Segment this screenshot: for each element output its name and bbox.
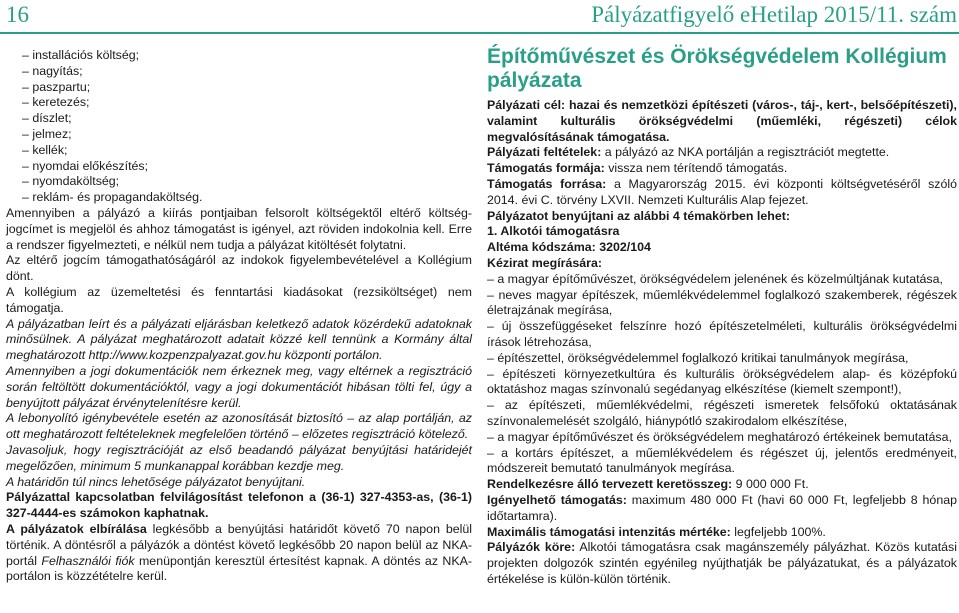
paragraph-public-data: A pályázatban leírt és a pályázati eljárásban keletkező adatok közérdekű adatoknak minősülnek. A pályázat meghatározott adatait közzé kell tennünk a Kormány által meghatározott http://www.kozpenzpalyazat.gov.hu központi portálon. bbox=[6, 316, 472, 363]
list-item: – jelmez; bbox=[22, 126, 72, 141]
list-item: – reklám- és propagandaköltség. bbox=[22, 190, 203, 205]
list-item: – a magyar építőművészet, örökségvédelem jelenének és közelmúltjának kutatása, bbox=[487, 271, 943, 286]
paragraph-kollegium-decision: Az eltérő jogcím támogathatóságáról az indokok figyelembevételével a Kollégium dönt. bbox=[6, 253, 472, 284]
paragraph-support-source bbox=[487, 177, 957, 209]
list-item: – neves magyar építészek, műemlékvédelemmel foglalkozó szakemberek, régészek életrajzának megírása, bbox=[487, 287, 957, 318]
paragraph-evaluation bbox=[6, 522, 472, 585]
user-account-label: Felhasználói fiók bbox=[41, 553, 135, 568]
list-item: – nagyítás; bbox=[22, 63, 83, 78]
paragraph-conditions bbox=[487, 145, 957, 161]
support-source-text: a Magyarország 2015. évi központi költségvetéséről szóló 2014. évi C. törvény LXVII. Nemzeti Kulturális Alap fejezet. bbox=[487, 176, 958, 207]
goal-label: Pályázati cél: bbox=[487, 98, 566, 112]
list-item: – nyomdai előkészítés; bbox=[22, 158, 149, 173]
paragraph-max-support bbox=[487, 493, 957, 525]
support-form-text: vissza nem térítendő támogatás. bbox=[604, 161, 788, 176]
page-header bbox=[0, 0, 959, 30]
list-item: – paszpartu; bbox=[22, 79, 91, 94]
paragraph-phone-info: Pályázattal kapcsolatban felvilágosítást telefonon a (36-1) 327-4353-as, (36-1) 327-4444-es számokon kaphatnak. bbox=[6, 490, 472, 521]
list-item: – keretezés; bbox=[22, 95, 90, 110]
list-item: – díszlet; bbox=[22, 111, 72, 126]
subtopic-code: Altéma kódszáma: 3202/104 bbox=[487, 240, 651, 255]
applicants-label: Pályázók köre: bbox=[487, 540, 576, 555]
max-support-label: Igényelhető támogatás: bbox=[487, 492, 627, 507]
paragraph-legal-documents: Amennyiben a jogi dokumentációk nem érkeznek meg, vagy eltérnek a regisztráció során feltöltött dokumentációktól, vagy a jogi dokumentációt hibásan tölti fel, úgy a benyújtott pályázat érvénytelenítésre kerül. bbox=[6, 363, 472, 410]
right-column bbox=[487, 45, 958, 588]
page-number: 16 bbox=[6, 2, 29, 27]
budget-text: 9 000 000 Ft. bbox=[732, 477, 809, 492]
article-title: Építőművészet és Örökségvédelem Kollégium pályázata bbox=[487, 45, 947, 92]
evaluation-end: menüpontján keresztül értesítést kapnak. A döntés az NKA-portálon is közzétételre kerül. bbox=[6, 553, 472, 584]
support-form-label: Támogatás formája: bbox=[487, 161, 605, 176]
paragraph-support-form bbox=[487, 161, 957, 177]
paragraph-operating-costs: A kollégium az üzemeltetési és fenntartási kiadásokat (rezsiköltséget) nem támogatja. bbox=[6, 284, 472, 315]
goal-text: hazai és nemzetközi építészeti (város-, táj-, kert-, belsőépítészeti), valamint kulturális örökségvédelmi (műemléki, régészeti) célok megvalósításának támogatása. bbox=[487, 98, 957, 144]
support-source-label: Támogatás forrása: bbox=[487, 176, 607, 191]
evaluation-label: A pályázatok elbírálása bbox=[6, 521, 147, 536]
evaluation-text: legkésőbb a benyújtási határidőt követő 70 napon belül történik. A döntésről a pályázók a döntést követő legkésőbb 20 napon belül az NKA-portál bbox=[6, 521, 473, 568]
list-item: – a magyar építőművészet és örökségvédelem meghatározó értékeinek bemutatása, bbox=[487, 429, 952, 444]
paragraph-budget bbox=[487, 477, 957, 493]
paragraph-goal bbox=[487, 98, 957, 145]
list-item: – installációs költség; bbox=[22, 48, 140, 62]
applicants-text: Alkotói támogatásra csak magánszemély pályázhat. Közös kutatási projekten dolgozók szintén egyénileg nyújthatják be pályázatukat, és a pályázatok értékelése is külön-külön történik. bbox=[487, 540, 958, 586]
header-rule bbox=[0, 32, 959, 34]
publication-title: Pályázatfigyelő eHetilap 2015/11. szám bbox=[591, 2, 957, 27]
paragraph-registration-advice: Javasoljuk, hogy regisztrációját az első beadandó pályázat benyújtási határidejét megelőzően, minimum 5 munkanappal korábban kezdje meg. bbox=[6, 442, 472, 473]
conditions-text: a pályázó az NKA portálján a regisztrációt megtette. bbox=[601, 145, 890, 160]
conditions-label: Pályázati feltételek: bbox=[487, 145, 602, 160]
paragraph-registration: A lebonyolító igénybevétele esetén az azonosítását biztosító – az alap portálján, az ott meghatározott feltételeknek megfelelően történő – előzetes regisztráció kötelező. bbox=[6, 411, 472, 442]
max-support-text: maximum 480 000 Ft (havi 60 000 Ft, legfeljebb 8 hónap időtartamra). bbox=[487, 492, 957, 523]
cost-list bbox=[6, 48, 472, 206]
budget-label: Rendelkezésre álló tervezett keretösszeg: bbox=[487, 477, 733, 492]
paragraph-deadline: A határidőn túl nincs lehetősége pályázatot benyújtani. bbox=[6, 474, 306, 489]
list-item: – az építészeti, műemlékvédelmi, régészeti ismeretek felsőfokú oktatásának színvonalemelését szolgáló, hiánypótló szakirodalom elkészítése, bbox=[487, 398, 957, 428]
manuscript-heading: Kézirat megírására: bbox=[487, 255, 603, 270]
intensity-text: legfeljebb 100%. bbox=[730, 524, 826, 539]
left-column bbox=[6, 48, 472, 585]
list-item: – építészeti környezetkultúra és kulturális örökségvédelem alap- és középfokú oktatáshoz magas színvonalú segédanyag elkészítése (kiemelt szempont!), bbox=[487, 366, 957, 397]
intensity-label: Maximális támogatási intenzitás mértéke: bbox=[487, 524, 731, 539]
paragraph-applicants bbox=[487, 540, 957, 587]
list-item: – új összefüggéseket felszínre hozó építészetelméleti, kulturális örökségvédelmi írások létrehozása, bbox=[487, 319, 957, 349]
list-item: – építészettel, örökségvédelemmel foglalkozó kritikai tanulmányok megírása, bbox=[487, 350, 909, 365]
list-item: – a kortárs építészet, a műemlékvédelem és régészet új, jelentős eredményeit, módszereit bemutató tanulmányok megírása. bbox=[487, 445, 957, 476]
subtopic-heading: 1. Alkotói támogatásra bbox=[487, 224, 620, 239]
list-item: – kellék; bbox=[22, 142, 68, 157]
paragraph-topics: Pályázatot benyújtani az alábbi 4 témakörben lehet: bbox=[487, 208, 790, 223]
paragraph-intensity bbox=[487, 525, 957, 541]
paragraph-cost-justification: Amennyiben a pályázó a kiírás pontjaiban felsorolt költségektől eltérő költség-jogcímet is megjelöl és ahhoz támogatást is igényel, azt röviden indokolnia kell. Erre a rendszer figyelmezteti, e nélkül nem tudja a pályázat kitöltését folytatni. bbox=[6, 205, 472, 252]
list-item: – nyomdaköltség; bbox=[22, 174, 120, 189]
